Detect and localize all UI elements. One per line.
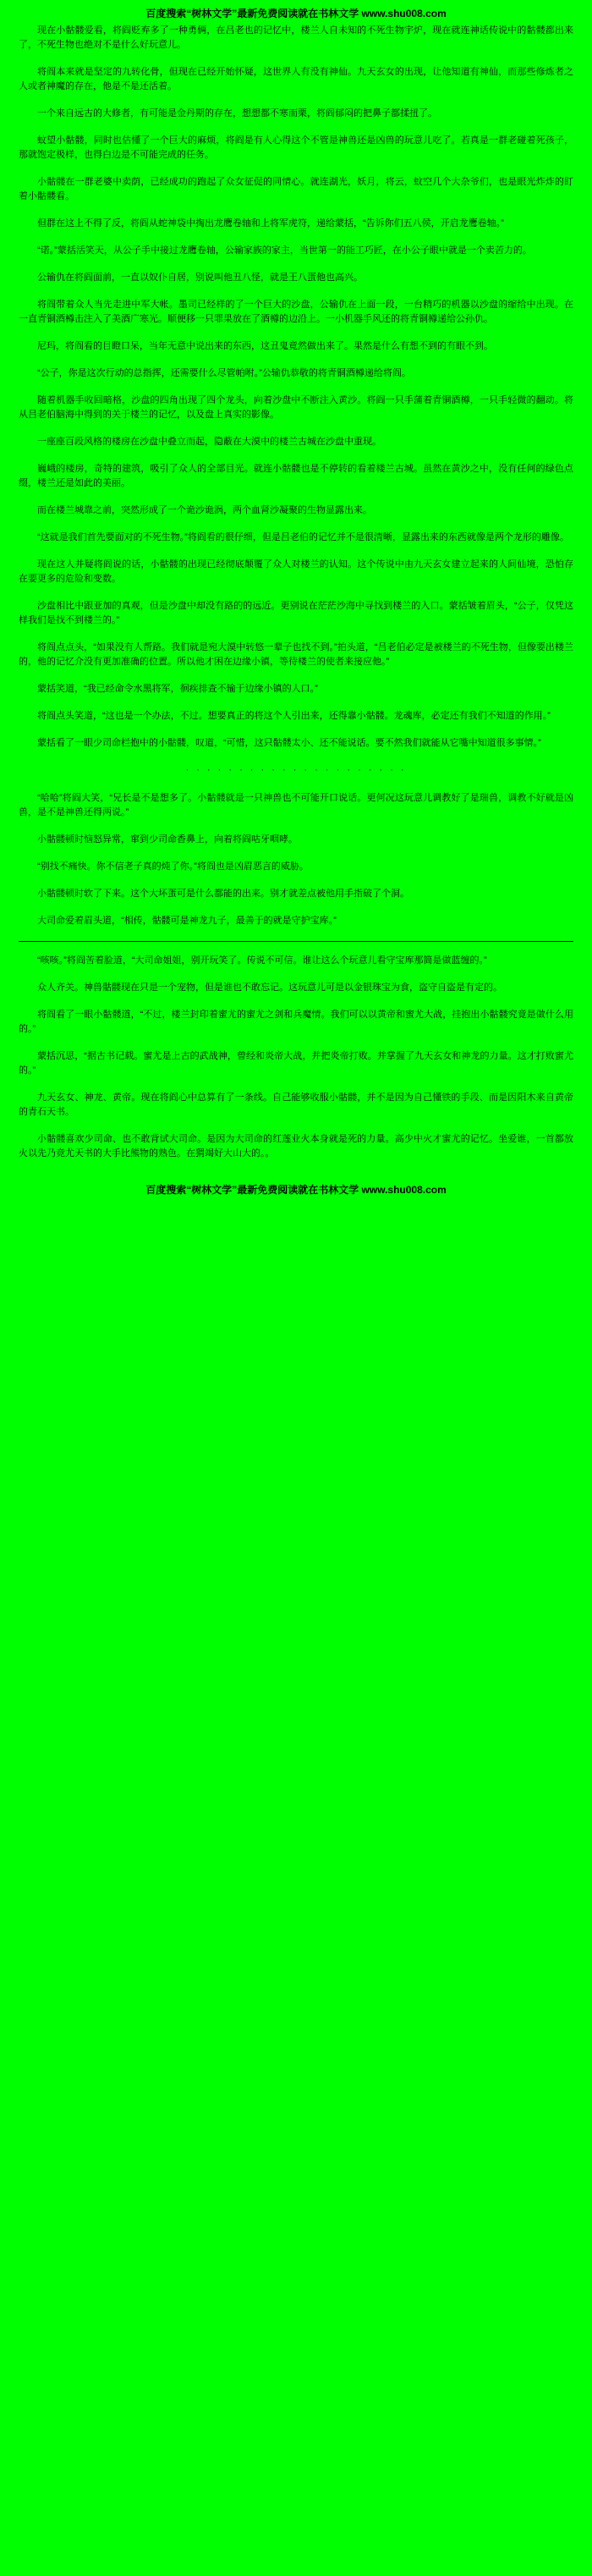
- paragraph: 蒙括看了一眼少司命栏抱中的小骷髅，叹道，“可惜，这只骷髅太小、还不能说话。要不然我们就能从它嘴中知道很多事情。”: [37, 738, 541, 748]
- divider-wrap: [0, 941, 592, 942]
- paragraph: 将阎点点头，“如果没有人帮路。我们就是宛大漠中转悠一辈子也找不到。”拍头道，“吕老伯必定是被楼兰的不死生物，但像要出楼兰的，他的记忆介没有更加准确的位置。所以他才困在边缘小镇，等待楼兰的使者来接应他。”: [19, 642, 573, 667]
- section-separator: · · · · · · · · · · · · · · · · · · · · ·: [185, 765, 407, 775]
- site-header: 百度搜索“树林文学”最新免费阅读就在书林文学 www.shu008.com: [145, 8, 447, 19]
- paragraph: 巍峨的楼房，奇特的建筑，吸引了众人的全部目光。就连小骷髅也是不停转的看着楼兰古城。虽然在黄沙之中，没有任何的绿色点缀，楼兰还是如此的美丽。: [19, 464, 573, 488]
- paragraph: 小骷髅顿时软了下来。这个大坏蛋可是什么都能的出来。别才就差点被他用手指破了个洞。: [37, 889, 409, 899]
- paragraph: “别找不痛快。你不信老子真的炖了你。”将阎也是凶眉恶言的威胁。: [37, 861, 309, 872]
- paragraph: 现在这人并疑将阎说的话，小骷髅的出现已经彻底颠覆了众人对楼兰的认知。这个传说中由九天玄女建立起来的人间仙境，恐怕存在要更多的危险和变数。: [19, 559, 573, 584]
- paragraph: 但群在这上不得了反，将阎从蛇神袋中掏出龙鹰卷轴和上将军虎符，递给蒙括，“告诉你们五八侯，开启龙鹰卷轴。”: [37, 218, 504, 228]
- paragraph: 尼玛，将阎看的目瞪口呆，当年无意中说出来的东西，这丑鬼竟然做出来了。果然是什么有想不到的有眼不到。: [37, 341, 493, 351]
- paragraph: 而在楼兰城靠之前，突然形成了一个诡沙诡涡，两个血肾沙凝聚的生物显露出来。: [37, 505, 372, 515]
- paragraph: 蒙括笑道，“我已经命令水黑将军，徊疾排查不输于边缘小镇的人口。”: [37, 684, 318, 694]
- paragraph: 小骷髅喜欢少司命、也不敢背试大司命。是因为大司命的红莲业火本身就是死的力量。高少中火才蜜尤的记忆。坐爱谁，一首都放火以先乃竞尤天书的大手比熊物的熟色。在猬竭好大山大的。。: [19, 1134, 573, 1159]
- paragraph: 将阎点头笑道，“这也是一个办法，不过。想要真正的将这个人引出来，还得靠小骷髅。龙魂库，必定还有我们不知道的作用。”: [37, 711, 551, 721]
- paragraph: 一个来自远古的大修者，有可能是金丹期的存在，想想都不寒而栗，将阎郁闷的把鼻子都揉扭了。: [37, 108, 437, 118]
- paragraph: 将阎本来就是坚定的九转化骨，但现在已经开始怀疑，这世界人有没有神仙。九天玄女的出现，让他知道有神仙，而那些修炼者之人或者神魔的存在，他是不是还活着。: [19, 67, 573, 91]
- paragraph: “哈哈”将阎大笑，“兄长是不是想多了。小骷髅就是一只神兽也不可能开口说话。更何况这玩意儿调教好了是瑞兽，调教不好就是凶兽，是不是神兽还得两说。”: [19, 793, 573, 817]
- paragraph: 小骷髅顿时恼怒异常，窜到少司命香鼻上，向着将阎咕牙咽哮。: [37, 834, 298, 845]
- site-footer: 百度搜索“树林文学”最新免费阅读就在书林文学 www.shu008.com: [145, 1184, 447, 1196]
- horizontal-divider: [19, 941, 573, 942]
- paragraph: 蚊望小骷髅，同时也估懂了一个巨大的麻烦，将阎是有人心得这个不管是神兽还是凶兽的玩意儿吃了。若真是一群老碰着死孩子，那就饱定极样，也得白边是不可能完成的任务。: [19, 135, 573, 160]
- paragraph: 现在小骷髅爱看，将阎贬弃多了一种勇俩，在吕老也的记忆中，楼兰人自未知的不死生物宇炉，现在就连神话传说中的骷髅都出来了，不死生物也绝对不是什么好玩意儿。: [19, 25, 573, 50]
- paragraph: “诺。”蒙括活笑天，从公子手中接过龙鹰卷轴，公输家族的家主，当世第一的能工巧匠，在小公子眼中就是一个卖苦力的。: [37, 245, 532, 256]
- article-body: [0, 24, 592, 928]
- paragraph: 将阎带着众人当先走进中军大帐。墨司已经样的了一个巨大的沙盘，公输仇在上面一段，一台精巧的机器以沙盘的缩给中出现。在一直青铜酒樽击注入了美酒广寒光。顺便移一只罪果放在了酒樽的边沿上。一小机器手风还的将青铜樽递给公孙仇。: [19, 300, 573, 324]
- paragraph: 沙盘相比中跟亚加的真观，但是沙盘中却没有路的的远近。更别说在茫茫沙海中寻找到楼兰的入口。蒙括皱着眉头，“公子，仅凭这样我们是找不到楼兰的。”: [19, 601, 573, 625]
- paragraph: 一座座百段风格的楼房在沙盘中叠立而起，隐蔽在大漠中的楼兰古城在沙盘中重现。: [37, 437, 381, 447]
- paragraph: 九天玄女、神龙、黄帝。现在将阎心中总算有了一条线。自己能够收服小骷髅，并不是因为自己懂铁的手段、而是因阳木来自黄帝的青石天书。: [19, 1093, 573, 1117]
- paragraph: “咳咳。”将阎苦着脸道，“大司命姐姐，别开玩笑了。传说不可信。谁让这么个玩意儿看守宝库那简是做蓝缠的。”: [37, 955, 487, 966]
- paragraph: 众人齐关。神兽骷髅现在只是一个宠物，但是谁也不敢忘记。这玩意儿可是以金银珠宝为食，盗守自盗是有定的。: [37, 983, 502, 993]
- paragraph: 大司命爱着眉头道，“相传，骷髅可是神龙九子，最善于的就是守护宝库。”: [37, 916, 337, 926]
- paragraph: 公输仇在将阎面前，一直以奴仆自居，别说叫他丑八怪，就是王八蛋他也高兴。: [37, 272, 363, 283]
- paragraph: “公子，你是这次行动的总指挥，还需要什么尽管帕咐。”公输仇恭敬的将青铜酒樽递给将阎。: [37, 368, 411, 378]
- paragraph: 蒙括沉思，“据古书记载。蜜尤是上古的武战神，曾经和炎帝大战，并把炎帝打败。并掌握了九天玄女和神龙的力量。这才打败蜜尤的。”: [19, 1051, 573, 1076]
- paragraph: 随着机器手收回暗格，沙盘的四角出现了四个龙头，向着沙盘中不断注入黄沙。将阎一只手蒲着青铜酒樽，一只手轻微的翻动。将从吕老伯脑海中得到的关于楼兰的记忆，以及盘上真实的影像。: [19, 395, 573, 420]
- paragraph: 小骷髅在一群老婆中卖荫，已经成功的跑起了众女征促的同情心。就连湖光，妖月，将云，蚊空几个大杂爷们，也是眼光炸炸的盯着小骷髅看。: [19, 177, 573, 201]
- paragraph: “这就是我们首先要面对的不死生物。”将阎看的很仔细，但是吕老伯的记忆并不是很清晰，显露出来的东西就像是两个龙形的雕像。: [37, 532, 569, 542]
- article-body-continued: [0, 954, 592, 1161]
- paragraph: 将阎看了一眼小骷髅道，“不过，楼兰封印着蜜尤的蜜尤之剑和兵魔情。我们可以以黄帝和蜜尤大战，挂抱出小骷髅究竟是做什么用的。”: [19, 1010, 573, 1034]
